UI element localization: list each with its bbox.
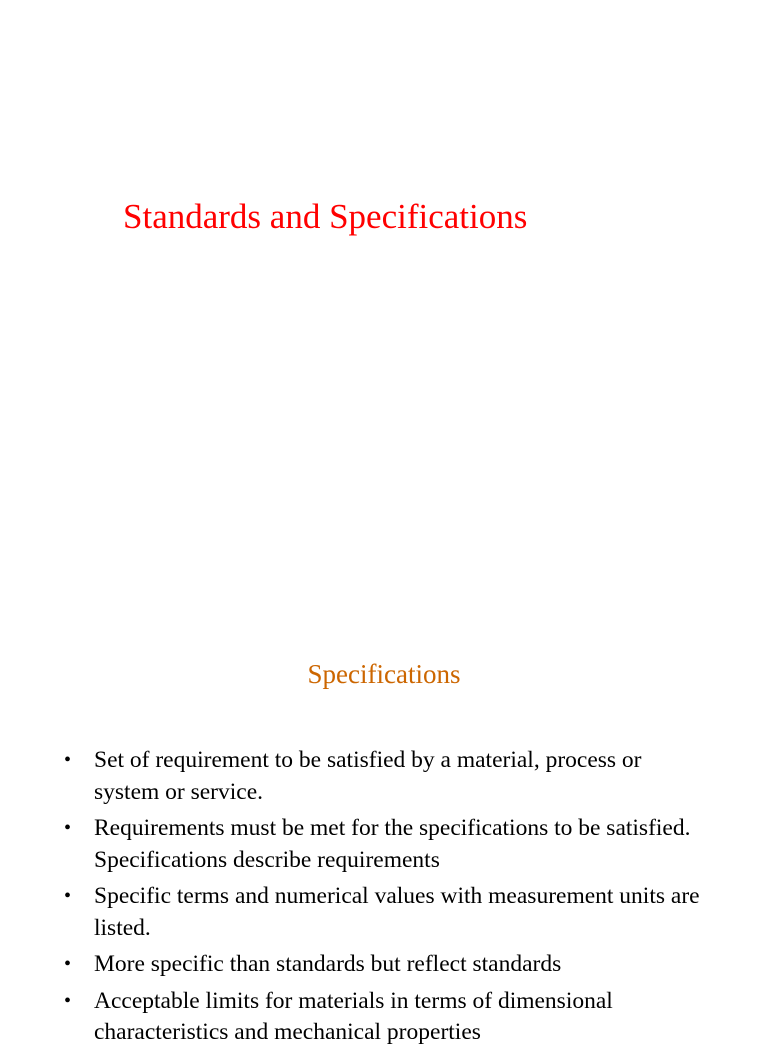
main-title: Standards and Specifications bbox=[123, 197, 528, 236]
bullet-marker: • bbox=[64, 885, 72, 907]
slide-heading: Specifications bbox=[307, 659, 461, 689]
bullet-item bbox=[60, 881, 710, 944]
bullet-text: Specific terms and numerical values with measurement units are listed. bbox=[94, 883, 700, 941]
bullet-item bbox=[60, 986, 710, 1049]
bullet-list bbox=[60, 745, 710, 1054]
slide-specifications bbox=[0, 620, 768, 1045]
bullet-text: Requirements must be met for the specifications to be satisfied. Specifications describe requirements bbox=[94, 815, 691, 873]
bullet-marker: • bbox=[64, 817, 72, 839]
bullet-marker: • bbox=[64, 989, 72, 1012]
bullet-item bbox=[60, 745, 710, 808]
bullet-text: Set of requirement to be satisfied by a material, process or system or service. bbox=[94, 747, 642, 805]
bullet-item bbox=[60, 949, 710, 981]
bullet-text: Acceptable limits for materials in terms of dimensional characteristics and mechanical properties bbox=[94, 987, 613, 1045]
bullet-marker: • bbox=[64, 953, 72, 975]
bullet-marker: • bbox=[64, 749, 72, 771]
bullet-item bbox=[60, 813, 710, 876]
bullet-text: More specific than standards but reflect standards bbox=[94, 951, 562, 977]
